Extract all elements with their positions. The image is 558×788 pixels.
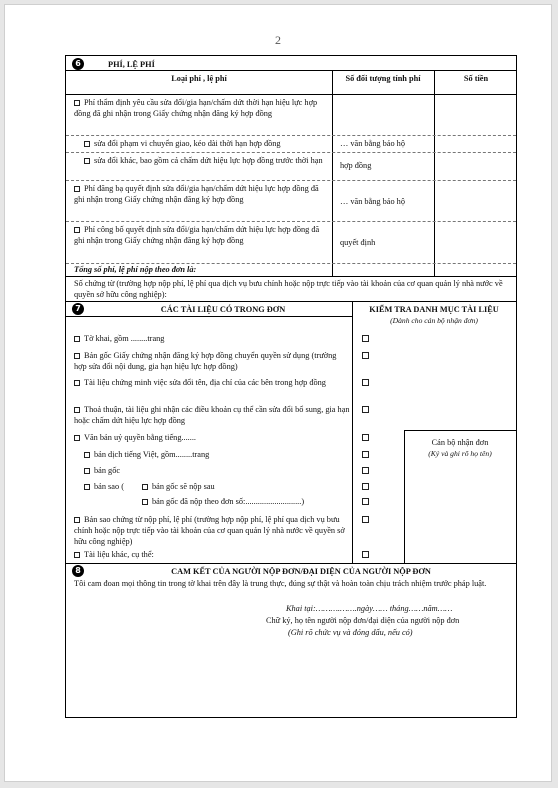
checkbox-icon[interactable] (74, 100, 80, 106)
fee-type-header: Loại phí , lệ phí (171, 74, 227, 83)
signature-label: Chữ ký, họ tên người nộp đơn/đại diện của người nộp đơn (266, 616, 460, 625)
checkbox-icon[interactable] (142, 499, 148, 505)
verify-checkbox-original-filed[interactable] (362, 498, 369, 505)
checkbox-icon[interactable] (74, 227, 80, 233)
checkbox-icon[interactable] (74, 186, 80, 192)
checkbox-icon[interactable] (84, 484, 90, 490)
doc-item-original-later: bản gốc sẽ nộp sau (142, 481, 350, 492)
fee-count-value: quyết định (340, 238, 376, 247)
check-list-title: KIỂM TRA DANH MỤC TÀI LIỆU (369, 305, 499, 314)
doc-item-original-certificate: Bản gốc Giấy chứng nhận đăng ký hợp đồng chuyển quyền sử dụng (trường hợp sửa đổi nội dung, gia hạn hiệu lực hợp đồng) (74, 351, 337, 372)
checkbox-icon[interactable] (74, 380, 80, 386)
fee-row-registration (74, 183, 330, 205)
doc-item-original-filed: bản gốc đã nộp theo đơn số:...........................) (142, 496, 350, 507)
section-8-number: 8 (72, 565, 84, 577)
checkbox-icon[interactable] (74, 353, 80, 359)
officer-note: (Ký và ghi rõ họ tên) (428, 449, 492, 458)
verify-checkbox-power-of-attorney[interactable] (362, 434, 369, 441)
commitment-statement: Tôi cam đoan mọi thông tin trong tờ khai trên đây là trung thực, đúng sự thật và hoàn toàn chịu trách nhiệm trước pháp luật. (74, 579, 487, 588)
form-frame (65, 55, 517, 718)
doc-item-declaration: Tờ khai, gồm ........trang (74, 333, 350, 344)
verify-checkbox-other[interactable] (362, 551, 369, 558)
verify-checkbox-agreement[interactable] (362, 406, 369, 413)
verify-checkbox-fee-receipt[interactable] (362, 516, 369, 523)
verify-checkbox-original-certificate[interactable] (362, 352, 369, 359)
officer-title: Cán bộ nhận đơn (431, 438, 489, 447)
doc-item-copy: bản sao ( (84, 481, 144, 492)
checkbox-icon[interactable] (74, 336, 80, 342)
checkbox-icon[interactable] (142, 484, 148, 490)
doc-item-translation: bản dịch tiếng Việt, gồm........trang (84, 449, 350, 460)
fee-count-value: hợp đồng (340, 161, 372, 170)
doc-item-name-change-proof: Tài liệu chứng minh việc sửa đổi tên, địa chỉ của các bên trong hợp đồng (74, 377, 350, 388)
check-list-subtitle: (Dành cho cán bộ nhận đơn) (390, 316, 478, 325)
checkbox-icon[interactable] (74, 517, 80, 523)
fee-row-label: Phí thẩm định yêu cầu sửa đổi/gia hạn/chấm dứt thời hạn hiệu lực hợp đồng đã ghi nhận trong Giấy chứng nhận đăng ký hợp đồng (74, 98, 318, 119)
checkbox-icon[interactable] (84, 141, 90, 147)
checkbox-icon[interactable] (74, 552, 80, 558)
fee-row-other-change (84, 155, 330, 166)
fee-row-label: sửa đổi phạm vi chuyển giao, kéo dài thời hạn hợp đồng (94, 139, 281, 148)
fee-row-label: Phí đăng bạ quyết định sửa đổi/gia hạn/chấm dứt hiệu lực hợp đồng đã ghi nhận trong Giấy chứng nhận đăng ký hợp đồng (74, 184, 319, 205)
checkbox-icon[interactable] (84, 452, 90, 458)
fee-row-publication (74, 224, 330, 246)
fee-row-examination (74, 97, 330, 119)
fee-total-label: Tổng số phí, lệ phí nộp theo đơn là: (74, 265, 197, 274)
verify-checkbox-original[interactable] (362, 467, 369, 474)
section-7-number: 7 (72, 303, 84, 315)
doc-item-original: bản gốc (84, 465, 350, 476)
section-6-title: PHÍ, LỆ PHÍ (108, 60, 155, 69)
receipt-number-field[interactable]: Số chứng từ (trường hợp nộp phí, lệ phí qua dịch vụ bưu chính hoặc nộp trực tiếp vào tài khoản của cơ quan quản lý nhà nước về quyền sở hữu công nghiệp): (74, 279, 503, 300)
fee-row-scope-change (84, 138, 330, 149)
fee-amount-header: Số tiền (463, 74, 489, 83)
place-date-field[interactable]: Khai tại:……….…….ngày…… tháng……năm…… (286, 604, 453, 613)
checkbox-icon[interactable] (84, 158, 90, 164)
checkbox-icon[interactable] (84, 468, 90, 474)
signature-note: (Ghi rõ chức vụ và đóng dấu, nếu có) (288, 628, 413, 637)
doc-item-agreement: Thoả thuận, tài liệu ghi nhận các điều khoản cụ thể cần sửa đổi bổ sung, gia hạn hoặc chấm dứt hiệu lực hợp đồng (74, 405, 350, 426)
section-8-title: CAM KẾT CỦA NGƯỜI NỘP ĐƠN/ĐẠI DIỆN CỦA NGƯỜI NỘP ĐƠN (171, 567, 431, 576)
section-6-number: 6 (72, 58, 84, 70)
section-7-title: CÁC TÀI LIỆU CÓ TRONG ĐƠN (160, 305, 286, 314)
fee-row-label: sửa đổi khác, bao gồm cả chấm dứt hiệu lực hợp đồng trước thời hạn (94, 156, 323, 165)
fee-count-value: … văn bằng bảo hộ (340, 139, 405, 148)
checkbox-icon[interactable] (74, 407, 80, 413)
verify-checkbox-name-change-proof[interactable] (362, 379, 369, 386)
fee-count-header: Số đối tượng tính phí (345, 74, 421, 83)
page-number: 2 (275, 33, 281, 47)
doc-item-power-of-attorney: Văn bản uỷ quyền bằng tiếng....... (74, 432, 350, 443)
verify-checkbox-translation[interactable] (362, 451, 369, 458)
doc-item-fee-receipt-copy: Bản sao chứng từ nộp phí, lệ phí (trường hợp nộp phí, lệ phí qua dịch vụ bưu chính hoặc nộp trực tiếp vào tài khoản của cơ quan quản lý nhà nước về quyền sở hữu công nghiệp) (74, 515, 345, 547)
fee-count-value: … văn bằng bảo hộ (340, 197, 405, 206)
verify-checkbox-declaration[interactable] (362, 335, 369, 342)
verify-checkbox-copy[interactable] (362, 483, 369, 490)
doc-item-other: Tài liệu khác, cụ thể: (74, 549, 350, 560)
fee-row-label: Phí công bố quyết định sửa đổi/gia hạn/chấm dứt hiệu lực hợp đồng đã ghi nhận trong Giấy chứng nhận đăng ký hợp đồng (74, 225, 320, 246)
checkbox-icon[interactable] (74, 435, 80, 441)
